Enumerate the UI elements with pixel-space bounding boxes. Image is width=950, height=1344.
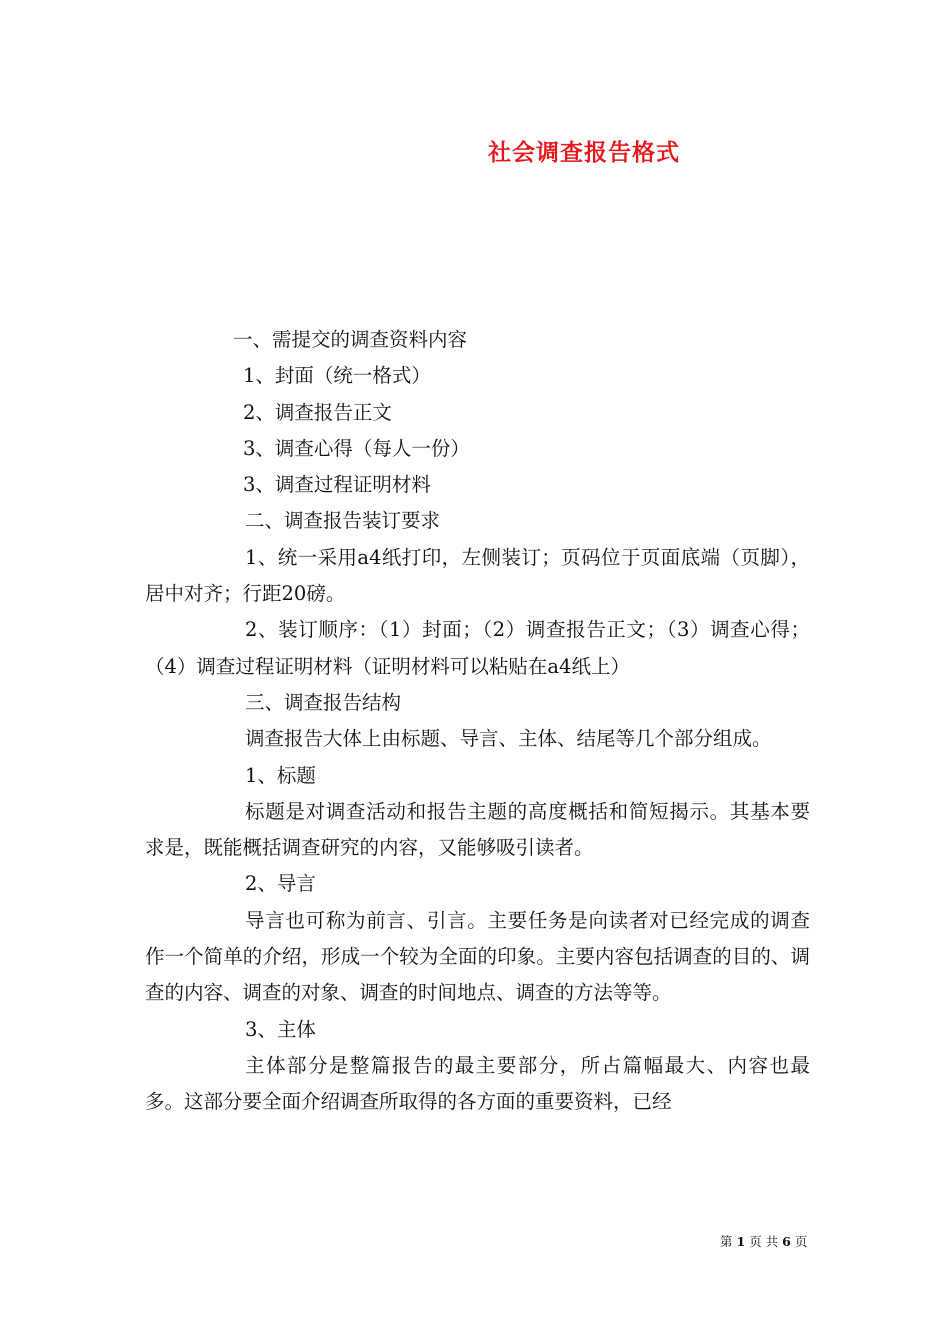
section-heading-3: 三、调查报告结构 xyxy=(245,690,402,714)
footer-suffix: 页 xyxy=(794,1234,808,1249)
footer-middle: 页 共 xyxy=(749,1234,779,1249)
list-item: 1、封面（统一格式） xyxy=(243,364,431,388)
footer-page-number: 1 xyxy=(736,1234,746,1249)
page-footer xyxy=(720,1232,807,1250)
paragraph: 导言也可称为前言、引言。主要任务是向读者对已经完成的调查作一个简单的介绍，形成一个较为全面的印象。主要内容包括调查的目的、调查的内容、调查的对象、调查的时间地点、调查的方法等等。 xyxy=(145,908,810,1005)
document-body xyxy=(145,322,810,1121)
paragraph: 2、装订顺序：（1）封面；（2）调查报告正文；（3）调查心得；（4）调查过程证明材料（证明材料可以粘贴在a4纸上） xyxy=(145,618,810,678)
footer-prefix: 第 xyxy=(720,1234,733,1249)
paragraph: 调查报告大体上由标题、导言、主体、结尾等几个部分组成。 xyxy=(245,727,772,751)
paragraph: 主体部分是整篇报告的最主要部分，所占篇幅最大、内容也最多。这部分要全面介绍调查所取得的各方面的重要资料，已经 xyxy=(145,1053,810,1114)
list-item: 3、调查心得（每人一份） xyxy=(243,436,470,460)
subheading-body: 3、主体 xyxy=(245,1017,316,1041)
footer-total-pages: 6 xyxy=(782,1234,791,1249)
list-item: 2、调查报告正文 xyxy=(243,400,392,424)
section-heading-2: 二、调查报告装订要求 xyxy=(245,509,441,533)
document-title: 社会调查报告格式 xyxy=(488,139,680,166)
list-item: 3、调查过程证明材料 xyxy=(243,473,431,497)
paragraph: 1、统一采用a4纸打印，左侧装订；页码位于页面底端（页脚），居中对齐；行距20磅。 xyxy=(145,545,810,606)
subheading-introduction: 2、导言 xyxy=(245,872,316,896)
subheading-title: 1、标题 xyxy=(245,763,316,787)
paragraph: 标题是对调查活动和报告主题的高度概括和简短揭示。其基本要求是，既能概括调查研究的内容，又能够吸引读者。 xyxy=(145,799,810,860)
section-heading-1: 一、需提交的调查资料内容 xyxy=(233,328,468,351)
